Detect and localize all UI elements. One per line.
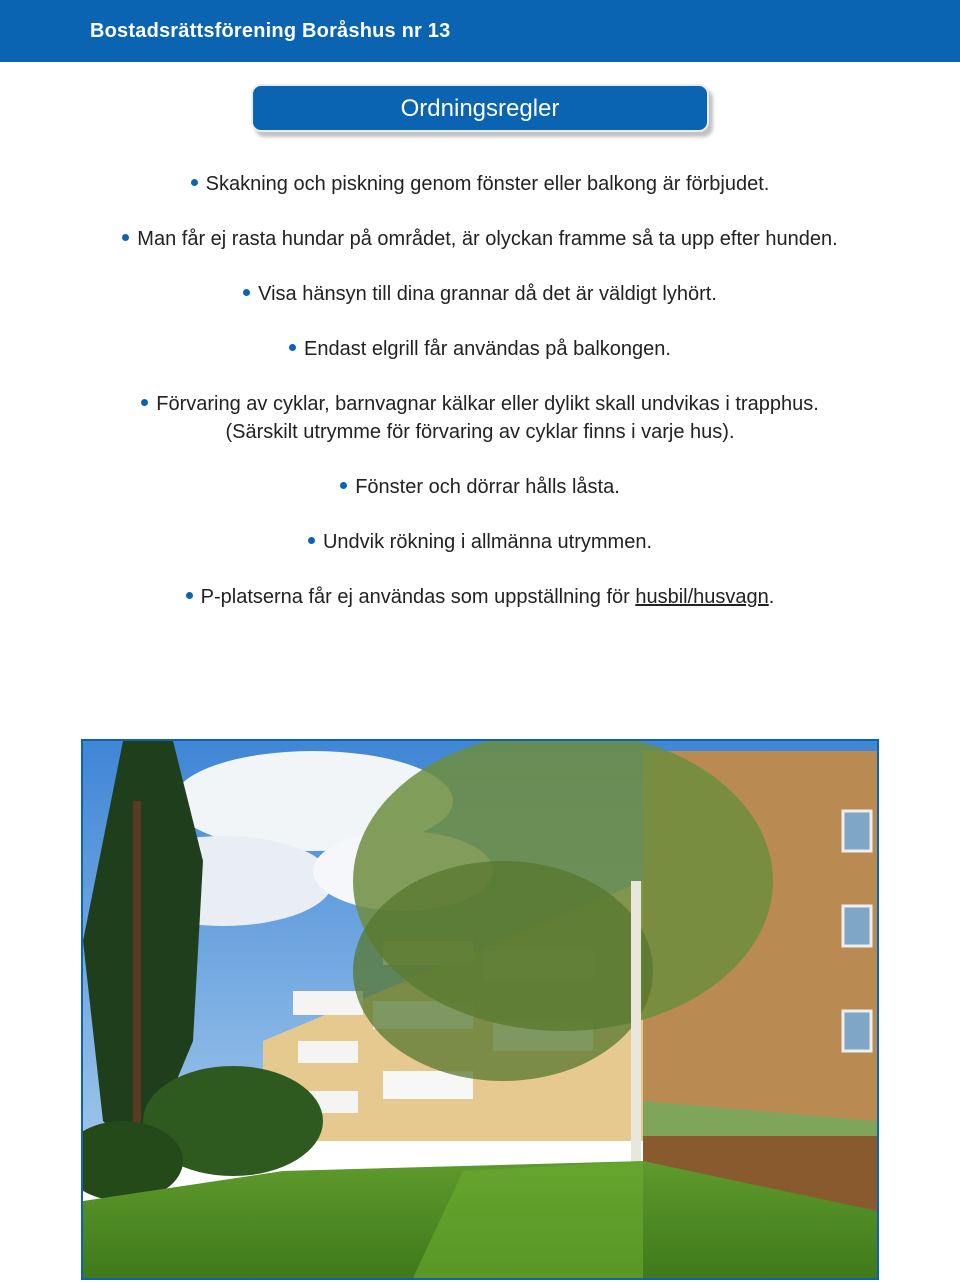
rule-text: Fönster och dörrar hålls låsta.	[355, 476, 620, 498]
bullet-icon	[191, 179, 198, 186]
rule-item	[0, 390, 960, 473]
bullet-icon	[289, 344, 296, 351]
header-bar	[0, 0, 960, 62]
rule-item	[0, 335, 960, 390]
rule-item	[0, 473, 960, 528]
rule-text-end: .	[768, 586, 775, 608]
building-photo	[81, 739, 879, 1280]
section-title: Ordningsregler	[400, 95, 560, 122]
rule-item	[0, 225, 960, 280]
rule-text: Förvaring av cyklar, barnvagnar kälkar eller dylikt skall undvikas i trapphus.	[156, 393, 819, 415]
rule-text-underlined: husbil/husvagn	[635, 586, 769, 608]
rule-item	[0, 528, 960, 583]
rules-list	[0, 170, 960, 638]
association-name: Bostadsrättsförening Boråshus nr 13	[90, 20, 451, 42]
rule-subtext: (Särskilt utrymme för förvaring av cyklar finns i varje hus).	[225, 421, 735, 443]
rule-text: Undvik rökning i allmänna utrymmen.	[322, 531, 653, 553]
rule-text: P-platserna får ej användas som uppställning för	[200, 586, 636, 608]
rule-text: Visa hänsyn till dina grannar då det är väldigt lyhört.	[258, 283, 717, 305]
bullet-icon	[243, 289, 250, 296]
bullet-icon	[141, 399, 148, 406]
rule-item	[0, 170, 960, 225]
section-heading	[251, 84, 709, 132]
bullet-icon	[340, 482, 347, 489]
building-photo-illustration	[83, 741, 877, 1278]
rule-text: Skakning och piskning genom fönster eller balkong är förbjudet.	[205, 173, 770, 195]
rule-text: Man får ej rasta hundar på området, är olyckan framme så ta upp efter hunden.	[137, 228, 838, 250]
bullet-icon	[186, 592, 193, 599]
rule-text: Endast elgrill får användas på balkongen.	[304, 338, 671, 360]
rule-item	[0, 583, 960, 638]
bullet-icon	[308, 537, 315, 544]
rule-item	[0, 280, 960, 335]
bullet-icon	[122, 234, 129, 241]
